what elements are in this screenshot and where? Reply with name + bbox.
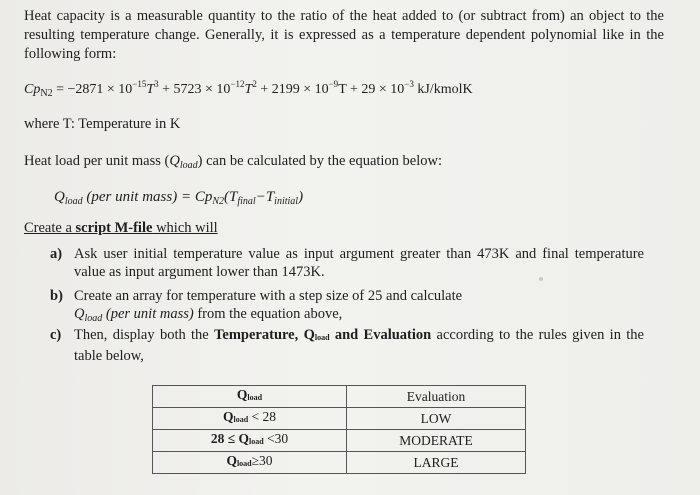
table-cell-condition: 28 ≤ Qload <30 [153, 430, 347, 452]
table-cell-condition: Qload < 28 [153, 408, 347, 430]
table-cell-condition: Qload≥30 [153, 452, 347, 474]
task-heading: Create a script M-file which will [24, 220, 218, 236]
task-item-b: b) Create an array for temperature with a step size of 25 and calculate $Q_{load}$ (per unit mass) from the equation above, [50, 288, 463, 324]
table-cell-evaluation: LARGE [347, 452, 526, 474]
evaluation-rules-table [152, 385, 526, 474]
heat-load-sentence: Heat load per unit mass $(Q_{load})$ can be calculated by the equation below: [24, 153, 443, 171]
table-header-evaluation: Evaluation [347, 386, 526, 408]
paper-speck [539, 277, 543, 281]
table-cell-evaluation: MODERATE [347, 430, 526, 452]
table-row [153, 452, 526, 474]
temperature-definition: where T: Temperature in K [24, 116, 181, 132]
heat-load-equation: $Q_{load}$ (per unit mass) = $Cp_{N2}(T_{final}-T_{initial})$ [54, 189, 304, 207]
table-header-qload: Qload [153, 386, 347, 408]
table-cell-evaluation: LOW [347, 408, 526, 430]
table-header-row [153, 386, 526, 408]
task-item-c: c) Then, display both the Temperature, Qload and Evaluation according to the rules given in the table below, [50, 327, 644, 364]
table-row [153, 408, 526, 430]
task-item-a: a) Ask user initial temperature value as input argument greater than 473K and final temperature value as input argument lower than 1473K. [50, 246, 644, 280]
table-row [153, 430, 526, 452]
heat-capacity-equation: $Cp_{N2} = -2871 \times 10^{-15}T^3 + 5723 \times 10^{-12}T^2 + 2199 \times 10^{-9}T + 29 \times 10^{-3}$ kJ/kmolK [24, 79, 473, 99]
intro-paragraph: Heat capacity is a measurable quantity to the ratio of the heat added to (or subtract from) an object to the resulting temperature change. Generally, it is expressed as a temperature dependent polynomial like in the following form: [24, 8, 664, 62]
